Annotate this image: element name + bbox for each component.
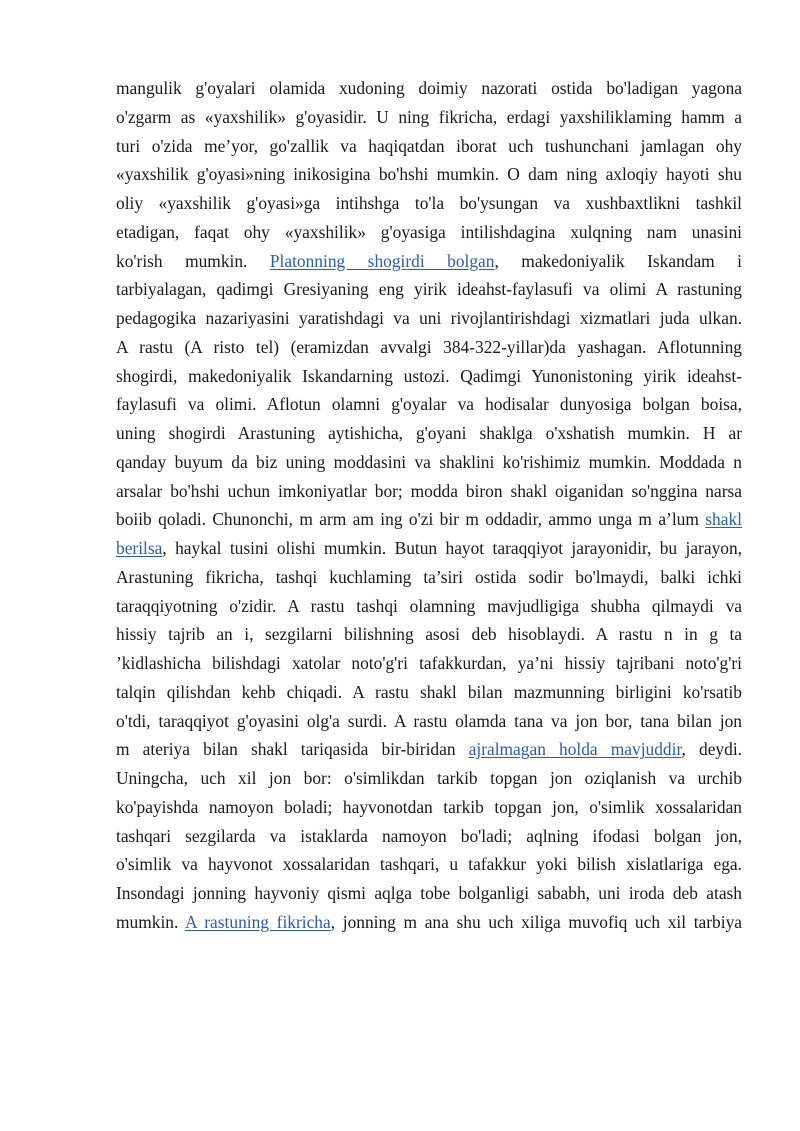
hyperlink[interactable]: shakl [705,509,742,530]
text-segment: turi o'zida me’yor, go'zallik va haqiqatdan iborat uch tushunchani jamlagan ohy [116,135,742,156]
hyperlink[interactable]: ajralmagan holda mavjuddir [468,739,682,760]
text-segment: tarbiyalagan, qadimgi Gresiyaning eng yirik ideahst-faylasufi va olimi A rastuning [116,279,742,300]
text-line [116,132,742,161]
text-segment: taraqqiyotning o'zidir. A rastu tashqi olamning mavjudligiga shubha qilmaydi va [116,595,742,616]
text-line [116,390,742,419]
text-line [116,707,742,736]
text-segment: , deydi. [681,739,742,760]
document-page [116,74,742,937]
text-segment: arsalar bo'hshi uchun imkoniyatlar bor; modda biron shakl oiganidan so'nggina narsa [116,480,742,501]
text-line [116,477,742,506]
text-segment: o'tdi, taraqqiyot g'oyasini olg'a surdi. A rastu olamda tana va jon bor, tana bilan jon [116,710,742,731]
text-segment: «yaxshilik g'oyasi»ning inikosigina bo'hshi mumkin. O dam ning axloqiy hayoti shu [116,164,742,185]
text-segment: o'zgarm as «yaxshilik» g'oyasidir. U ning fikricha, erdagi yaxshiliklaming hamm a [116,106,742,127]
text-segment: pedagogika nazariyasini yaratishdagi va uni rivojlantirishdagi xizmatlari juda ulkan. [116,308,742,328]
text-line [116,534,742,563]
text-line [116,592,742,621]
text-line [116,850,742,879]
text-line [116,649,742,678]
text-segment: Insondagi jonning hayvoniy qismi aqlga tobe bolganligi sababh, uni iroda deb atash [116,883,742,903]
text-segment: faylasufi va olimi. Aflotun olamni g'oyalar va hodisalar dunyosiga bolgan boisa, [116,394,742,415]
text-segment: ko'payishda namoyon boladi; hayvonotdan tarkib topgan jon, o'simlik xossalaridan [116,796,742,817]
text-line [116,879,742,908]
text-segment: o'simlik va hayvonot xossalaridan tashqari, u tafakkur yoki bilish xislatlariga ega. [116,854,742,875]
text-line [116,333,742,362]
text-line [116,419,742,448]
text-segment: m ateriya bilan shakl tariqasida bir-biridan [116,739,469,760]
text-segment: uning shogirdi Arastuning aytishicha, g'oyani shaklga o'xshatish mumkin. H ar [116,423,742,443]
text-line [116,218,742,247]
text-line [116,735,742,764]
text-segment: A rastu (A risto tel) (eramizdan avvalgi 384-322-yillar)da yashagan. Aflotunning [116,336,742,357]
text-segment: boiib qoladi. Chunonchi, m arm am ing o'zi bir m oddadir, ammo unga m a’lum [116,509,706,530]
text-segment: , haykal tusini olishi mumkin. Butun hayot taraqqiyot jarayonidir, bu jarayon, [162,538,742,558]
text-line [116,822,742,851]
text-line [116,678,742,707]
text-line [116,74,742,103]
text-line [116,247,742,276]
text-segment: mangulik g'oyalari olamida xudoning doimiy nazorati ostida bo'ladigan yagona [116,78,742,98]
text-segment: Arastuning fikricha, tashqi kuchlaming ta’siri ostida sodir bo'lmaydi, balki ichki [116,566,742,587]
text-line [116,620,742,649]
text-line [116,103,742,132]
text-line [116,563,742,592]
text-line [116,304,742,333]
text-segment: , makedoniyalik Iskandam i [494,250,742,271]
text-line [116,505,742,534]
text-line [116,160,742,189]
text-line [116,793,742,822]
text-segment: Uningcha, uch xil jon bor: o'simlikdan tarkib topgan jon oziqlanish va urchib [116,768,742,788]
text-line [116,189,742,218]
text-segment: etadigan, faqat ohy «yaxshilik» g'oyasiga intilishdagina xulqning nam unasini [116,221,742,242]
text-line [116,908,742,937]
text-segment: ko'rish mumkin. [116,250,270,271]
text-segment: oliy «yaxshilik g'oyasi»ga intihshga to'la bo'ysungan va xushbaxtlikni tashkil [116,193,742,213]
text-segment: hissiy tajrib an i, sezgilarni bilishning asosi deb hisoblaydi. A rastu n in g ta [116,624,742,645]
text-segment: shogirdi, makedoniyalik Iskandarning ustozi. Qadimgi Yunonistoning yirik ideahst- [116,365,742,386]
text-segment: mumkin. [116,911,186,932]
hyperlink[interactable]: A rastuning fikricha [185,911,331,932]
text-segment: ’kidlashicha bilishdagi xatolar noto'g'ri tafakkurdan, ya’ni hissiy tajribani noto'g'ri [116,653,742,673]
text-line [116,448,742,477]
hyperlink[interactable]: Platonning shogirdi bolgan [269,250,495,271]
text-line [116,275,742,304]
text-segment: qanday buyum da biz uning moddasini va shaklini ko'rishimiz mumkin. Moddada n [116,451,742,472]
text-segment: talqin qilishdan kehb chiqadi. A rastu shakl bilan mazmunning birligini ko'rsatib [116,681,742,702]
text-segment: tashqari sezgilarda va istaklarda namoyon bo'ladi; aqlning ifodasi bolgan jon, [116,825,742,846]
text-line [116,362,742,391]
text-line [116,764,742,793]
text-segment: , jonning m ana shu uch xiliga muvofiq uch xil tarbiya [330,911,742,932]
hyperlink[interactable]: berilsa [116,538,163,558]
